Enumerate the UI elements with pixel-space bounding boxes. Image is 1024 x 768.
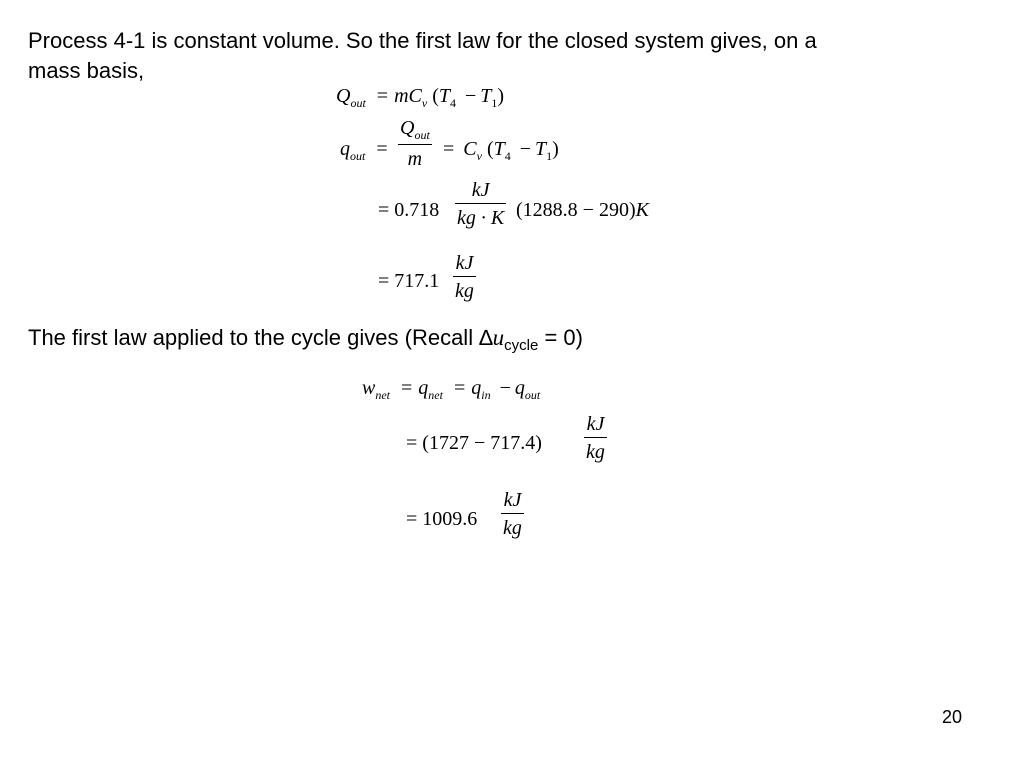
unit-kg: kg [586,441,605,463]
unit-kJ: kJ [455,252,474,274]
symbol-q: q [340,138,350,160]
symbol-w: w [362,377,376,399]
equation-step-temperatures [516,200,649,220]
symbol-m: m [394,85,409,107]
symbol-Q: Q [336,85,351,107]
paren-close: ) [552,138,559,160]
intro-line-2: mass basis, [28,58,145,83]
cycle-text-before: The first law applied to the cycle gives (Recall [28,325,480,350]
equals-sign: = [376,85,389,107]
paren-open: ( [486,138,494,160]
symbol-T4: T [493,138,505,160]
paren-close: ) [497,85,505,107]
subscript-net: net [375,388,391,402]
equals-sign: = [453,377,466,399]
subscript-4: 4 [450,96,456,110]
fraction-kJ-per-kg [501,490,524,538]
equation-result-qout: = 717.1 [378,270,440,292]
subscript-out: out [414,128,430,142]
unit-K: K [635,199,649,221]
page-number: 20 [941,707,962,727]
equals-sign: = [376,138,388,160]
subscript-1: 1 [491,96,498,110]
fraction-kJ-per-kgK [455,180,506,228]
symbol-Q: Q [400,117,415,139]
intro-line-1: Process 4-1 is constant volume. So the first law for the closed system gives, on a [28,28,817,53]
subscript-net: net [428,388,443,402]
subscript-in: in [481,388,491,402]
unit-kJ: kJ [503,489,522,511]
unit-kg: kg [455,280,474,302]
subscript-4: 4 [504,149,511,163]
cycle-sentence [28,323,583,361]
equals-sign: = [401,377,413,399]
equation-net-work-step: = (1727 − 717.4) [406,432,542,454]
fraction-kJ-per-kg [453,253,476,301]
temperature-difference: (1288.8 − 290) [516,199,636,221]
subscript-cycle: cycle [504,337,539,354]
subscript-out: out [350,96,366,110]
subscript-v: v [421,96,428,110]
symbol-C: C [408,85,422,107]
paren-open: ( [432,85,439,107]
symbol-T1: T [480,85,492,107]
fraction-kJ-per-kg [584,414,607,462]
symbol-T1: T [535,138,547,160]
subscript-1: 1 [546,149,553,163]
symbol-u: u [492,325,505,350]
symbol-q: q [418,377,429,399]
cycle-text-after: = 0) [538,325,583,350]
minus-sign: − [519,138,532,160]
unit-kg: kg [503,517,522,539]
minus-sign: − [499,377,511,399]
symbol-q: q [471,377,482,399]
unit-kg-K: kg · K [457,207,505,229]
delta-symbol: ∆ [479,325,493,350]
equation-specific-heat-out-rhs [443,139,559,162]
minus-sign: − [465,85,477,107]
subscript-out: out [524,388,541,402]
symbol-q: q [514,377,525,399]
fraction-Qout-over-m [398,118,432,169]
symbol-C: C [463,138,477,160]
subscript-out: out [350,149,366,163]
symbol-m: m [407,148,423,170]
equation-net-work [362,378,540,401]
unit-kJ: kJ [586,413,605,435]
unit-kJ: kJ [471,179,490,201]
equation-specific-heat-out-lhs [340,139,388,162]
symbol-T4: T [438,85,450,107]
equals-sign: = [443,138,455,160]
equation-step-value: = 0.718 [378,199,440,221]
subscript-v: v [476,149,482,163]
equation-net-work-result: = 1009.6 [406,508,478,530]
equation-heat-out [336,86,504,109]
